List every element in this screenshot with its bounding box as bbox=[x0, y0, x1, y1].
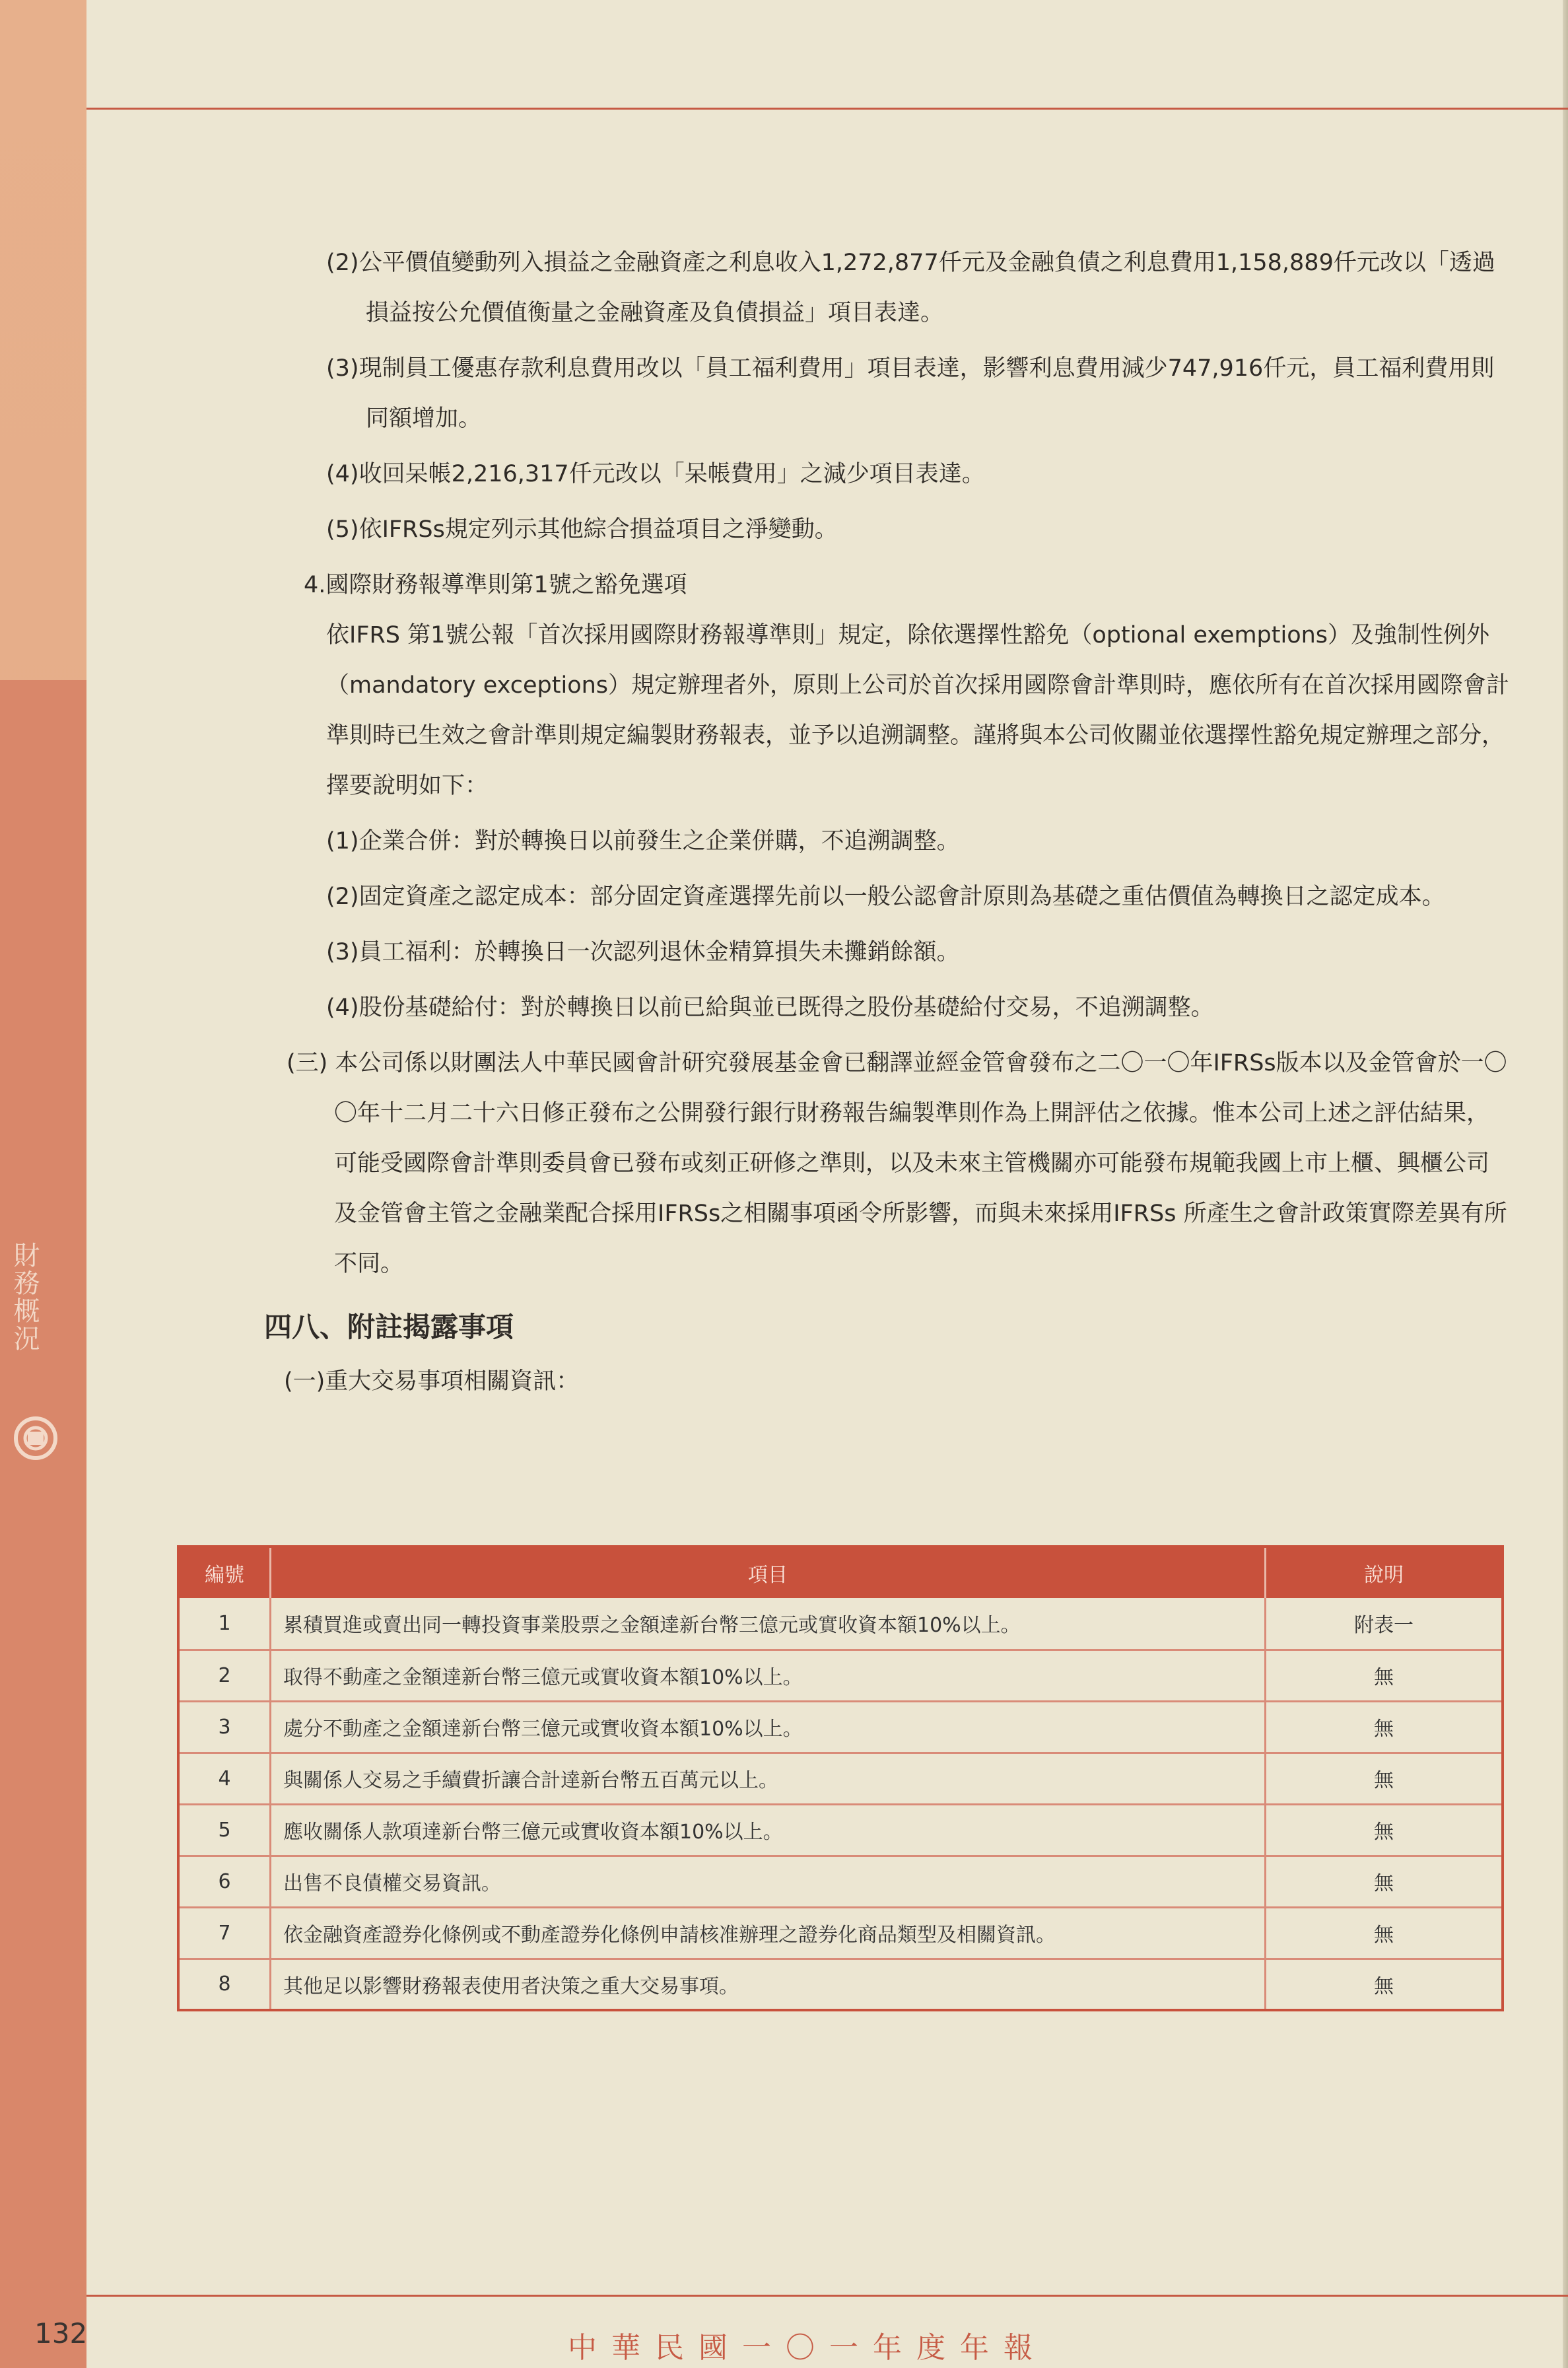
row-note: 無 bbox=[1374, 1974, 1394, 1998]
table-row bbox=[178, 1598, 1503, 1650]
row-item: 處分不動產之金額達新台幣三億元或實收資本額10%以上。 bbox=[271, 1701, 1266, 1753]
main-content bbox=[264, 238, 1512, 1407]
row-item: 出售不良債權交易資訊。 bbox=[271, 1856, 1266, 1907]
row-item: 依金融資產證券化條例或不動產證券化條例申請核准辦理之證券化商品類型及相關資訊。 bbox=[271, 1907, 1266, 1959]
header-note: 說明 bbox=[1364, 1564, 1404, 1587]
table-row bbox=[178, 1907, 1503, 1959]
row-item: 其他足以影響財務報表使用者決策之重大交易事項。 bbox=[271, 1959, 1266, 2010]
row-num: 4 bbox=[178, 1753, 271, 1804]
footer-report-title: 中華民國一〇一年度年報 bbox=[568, 2331, 1047, 2365]
row-num: 2 bbox=[178, 1650, 271, 1701]
row-num: 3 bbox=[178, 1701, 271, 1753]
item-3-paragraph: (三) 本公司係以財團法人中華民國會計研究發展基金會已翻譯並經金管會發布之二〇一〇年IFRSs版本以及金管會於一〇〇年十二月二十六日修正發布之公開發行銀行財務報告編製準則作為上開評估之依據。惟本公司上述之評估結果，可能受國際會計準則委員會已發布或刻正研修之準則，以及未來主管機關亦可能發布規範我國上市上櫃、興櫃公司及金管會主管之金融業配合採用IFRSs之相關事項函令所影響，而與未來採用IFRSs 所產生之會計政策實際差異有所不同。 bbox=[287, 1050, 1507, 1277]
table-row bbox=[178, 1804, 1503, 1856]
exemption-item-3: (3)員工福利：於轉換日一次認列退休金精算損失未攤銷餘額。 bbox=[326, 939, 960, 965]
table-row bbox=[178, 1701, 1503, 1753]
sidebar-band bbox=[0, 680, 86, 2368]
row-note: 無 bbox=[1374, 1718, 1394, 1741]
sidebar bbox=[0, 0, 86, 2368]
row-num: 5 bbox=[178, 1804, 271, 1856]
sub-item-2: (2)公平價值變動列入損益之金融資產之利息收入1,272,877仟元及金融負債之利息費用1,158,889仟元改以「透過損益按公允價值衡量之金融資產及負債損益」項目表達。 bbox=[326, 250, 1495, 326]
row-note: 附表一 bbox=[1354, 1614, 1414, 1638]
sub-item-5: (5)依IFRSs規定列示其他綜合損益項目之淨變動。 bbox=[326, 516, 838, 543]
row-note: 無 bbox=[1374, 1666, 1394, 1689]
sub-item-3: (3)現制員工優惠存款利息費用改以「員工福利費用」項目表達，影響利息費用減少747,916仟元，員工福利費用則同額增加。 bbox=[326, 355, 1495, 432]
row-note: 無 bbox=[1374, 1769, 1394, 1792]
row-item: 應收關係人款項達新台幣三億元或實收資本額10%以上。 bbox=[271, 1804, 1266, 1856]
row-note: 無 bbox=[1374, 1924, 1394, 1947]
table-row bbox=[178, 1753, 1503, 1804]
page-spine bbox=[1563, 0, 1568, 2368]
row-num: 8 bbox=[178, 1959, 271, 2010]
row-item: 與關係人交易之手續費折讓合計達新台幣五百萬元以上。 bbox=[271, 1753, 1266, 1804]
header-num: 編號 bbox=[178, 1547, 271, 1598]
exemption-item-2: (2)固定資產之認定成本：部分固定資產選擇先前以一般公認會計原則為基礎之重估價值為轉換日之認定成本。 bbox=[326, 884, 1445, 910]
company-logo-icon bbox=[9, 1405, 62, 1471]
major-transactions-table bbox=[177, 1545, 1504, 2011]
table-row bbox=[178, 1650, 1503, 1701]
row-num: 7 bbox=[178, 1907, 271, 1959]
top-divider bbox=[86, 108, 1568, 110]
item-4-paragraph: 依IFRS 第1號公報「首次採用國際財務報導準則」規定，除依選擇性豁免（optional exemptions）及強制性例外（mandatory exceptions）規定辦理者外，原則上公司於首次採用國際會計準則時，應依所有在首次採用國際會計準則時已生效之會計準則規定編製財務報表，並予以追溯調整。謹將與本公司攸關並依選擇性豁免規定辦理之部分，擇要說明如下： bbox=[326, 622, 1510, 799]
item-4-heading: 4.國際財務報導準則第1號之豁免選項 bbox=[304, 572, 687, 598]
exemption-item-4: (4)股份基礎給付：對於轉換日以前已給與並已既得之股份基礎給付交易，不追溯調整。 bbox=[326, 994, 1214, 1021]
row-item: 累積買進或賣出同一轉投資事業股票之金額達新台幣三億元或實收資本額10%以上。 bbox=[271, 1598, 1266, 1650]
header-item: 項目 bbox=[271, 1547, 1266, 1598]
table-title: (一)重大交易事項相關資訊： bbox=[284, 1368, 580, 1395]
sub-item-4: (4)收回呆帳2,216,317仟元改以「呆帳費用」之減少項目表達。 bbox=[326, 461, 985, 487]
section-label: 財務概況 bbox=[9, 1241, 40, 1352]
section-48-title: 四八、附註揭露事項 bbox=[264, 1311, 514, 1343]
row-item: 取得不動產之金額達新台幣三億元或實收資本額10%以上。 bbox=[271, 1650, 1266, 1701]
row-note: 無 bbox=[1374, 1872, 1394, 1895]
table-row bbox=[178, 1959, 1503, 2010]
table-header-row bbox=[178, 1547, 1503, 1598]
page-number: 132 bbox=[34, 2317, 88, 2350]
row-num: 6 bbox=[178, 1856, 271, 1907]
row-num: 1 bbox=[178, 1598, 271, 1650]
row-note: 無 bbox=[1374, 1821, 1394, 1844]
exemption-item-1: (1)企業合併：對於轉換日以前發生之企業併購，不追溯調整。 bbox=[326, 828, 960, 854]
bottom-divider bbox=[86, 2295, 1568, 2297]
table-row bbox=[178, 1856, 1503, 1907]
